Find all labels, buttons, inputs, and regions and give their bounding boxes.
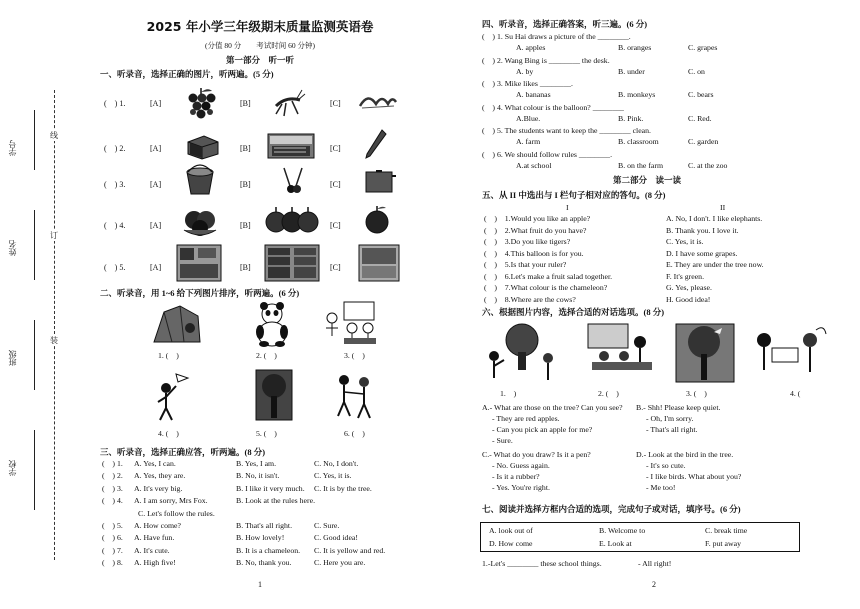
- binding-strip: [8, 90, 70, 560]
- s4-item-1-option-a: A. by: [516, 66, 534, 76]
- s1-row-2-option-c: [C]: [330, 144, 341, 153]
- classroom-quiet-picture: [584, 322, 660, 384]
- s5-right-4: E. They are under the tree now.: [666, 260, 764, 269]
- s6-label-4[interactable]: 4. (: [790, 389, 801, 398]
- section-1-heading: 一、听录音，选择正确的图片，听两遍。(5 分): [100, 69, 274, 79]
- s6-dialog-3-question: D.- Look at the bird in the tree.: [636, 450, 734, 459]
- s3-row-7-option-c: C. It is yellow and red.: [314, 545, 386, 555]
- s3-row-3-number[interactable]: ( ) 4.: [102, 496, 123, 506]
- s4-item-0-option-a: A. apples: [516, 43, 546, 52]
- s4-item-3-question[interactable]: ( ) 4. What colour is the balloon? ________: [482, 102, 624, 112]
- s2-label-2[interactable]: 2. ( ): [256, 351, 277, 360]
- s3-row-3-option-a: A. I am sorry, Mrs Fox.: [134, 496, 208, 506]
- s5-right-6: G. Yes, please.: [666, 283, 712, 292]
- binding-blank-id[interactable]: [34, 110, 35, 170]
- s5-left-7[interactable]: ( ) 8.Where are the cows?: [484, 294, 576, 304]
- s4-item-2-option-c: C. bears: [688, 90, 714, 99]
- binding-label-id: 学号: [8, 140, 17, 156]
- s6-dialog-2-reply-0: - No. Guess again.: [492, 461, 550, 470]
- s6-dialog-2-question: C.- What do you draw? Is it a pen?: [482, 450, 591, 459]
- part-1-heading: 第一部分 听一听: [225, 55, 294, 65]
- s6-dialog-3-reply-1: - I like birds. What about you?: [646, 472, 742, 481]
- s3-row-7-option-b: B. It is a chameleon.: [236, 545, 301, 555]
- s6-dialog-3-reply-0: - It's so cute.: [646, 461, 686, 470]
- s5-right-1: B. Thank you. I love it.: [666, 225, 739, 235]
- s4-item-4-option-b: B. classroom: [618, 137, 659, 146]
- s1-row-3-number[interactable]: ( ) 3.: [104, 180, 126, 189]
- s3-row-4-option-a: C. Let's follow the rules.: [138, 508, 215, 518]
- s1-row-5-option-b: [B]: [240, 263, 251, 272]
- rocks-scene-picture: [150, 302, 204, 348]
- s1-row-4-number[interactable]: ( ) 4.: [104, 221, 126, 230]
- s4-item-4-option-a: A. farm: [516, 137, 541, 146]
- section-2-heading: 二、听录音，用 1~6 给下列图片排序，听两遍。(6 分): [100, 288, 300, 298]
- s3-row-2-option-b: B. I like it very much.: [236, 483, 305, 493]
- s4-item-0-option-c: C. grapes: [688, 43, 718, 52]
- s7-option-b: B. Welcome to: [599, 526, 646, 535]
- s3-row-5-option-b: B. That's all right.: [236, 521, 293, 530]
- box-picture: [184, 132, 222, 160]
- grapes-picture: [184, 86, 218, 122]
- three-apples-picture: [264, 204, 320, 236]
- apple-picture: [362, 204, 392, 236]
- binding-label-class: 班级: [8, 350, 17, 366]
- s3-row-8-option-b: B. No, thank you.: [236, 558, 292, 568]
- s5-left-6[interactable]: ( ) 7.What colour is the chameleon?: [484, 283, 608, 292]
- s1-row-5-option-a: [A]: [150, 263, 162, 272]
- s4-item-4-question[interactable]: ( ) 5. The students want to keep the ________ clean.: [482, 126, 651, 135]
- s7-question-1[interactable]: 1.-Let's ________ these school things.: [482, 559, 602, 568]
- page-number-1: 1: [258, 579, 262, 589]
- s3-row-7-option-a: A. It's cute.: [134, 545, 170, 555]
- s6-dialog-0-question: A.- What are those on the tree? Can you see?: [482, 403, 623, 412]
- binding-mark-ding: 订: [50, 231, 58, 240]
- page-2: [438, 0, 860, 609]
- tree-scene-picture: [254, 368, 294, 422]
- s5-right-7: H. Good idea!: [666, 294, 711, 304]
- pencil-case-picture: [266, 128, 318, 162]
- s1-row-1-option-c: [C]: [330, 99, 341, 108]
- s7-response-1: - All right!: [638, 559, 672, 568]
- drawing-dialog-picture: [744, 322, 828, 384]
- s4-item-0-question[interactable]: ( ) 1. Su Hai draws a picture of the ________.: [482, 32, 631, 41]
- s5-left-2[interactable]: ( ) 3.Do you like tigers?: [484, 237, 571, 246]
- s3-row-2-option-a: A. It's very big.: [134, 483, 183, 493]
- pot-picture: [362, 164, 398, 196]
- s3-row-0-option-c: C. No, I don't.: [314, 459, 359, 468]
- s4-item-1-option-b: B. under: [618, 66, 645, 76]
- s5-right-2: C. Yes, it is.: [666, 237, 704, 246]
- s4-item-0-option-b: B. oranges: [618, 43, 652, 52]
- fruit-bowl-picture: [180, 206, 220, 238]
- s6-dialog-2-reply-2: - Yes. You're right.: [492, 483, 550, 492]
- s6-label-2[interactable]: 2. ( ): [598, 389, 619, 398]
- playground-scene-picture: [358, 244, 400, 282]
- s3-row-8-number[interactable]: ( ) 8.: [102, 558, 123, 568]
- scribble-picture: [358, 90, 398, 112]
- s6-dialog-1-question: B.- Shh! Please keep quiet.: [636, 403, 721, 412]
- pencil-picture: [362, 128, 388, 162]
- s6-dialog-1-reply-1: - That's all right.: [646, 425, 698, 434]
- classroom-scene-picture-a: [176, 244, 222, 282]
- s1-row-3-option-c: [C]: [330, 180, 341, 189]
- s4-item-2-question[interactable]: ( ) 3. Mike likes ________.: [482, 79, 573, 88]
- section-7-option-box: [480, 522, 800, 552]
- binding-blank-name[interactable]: [34, 210, 35, 280]
- s1-row-4-option-b: [B]: [240, 221, 251, 230]
- s6-dialog-3-reply-2: - Me too!: [646, 483, 676, 492]
- binding-dashed-line: [54, 90, 55, 560]
- s4-item-5-question[interactable]: ( ) 6. We should follow rules ________.: [482, 149, 613, 159]
- apple-tree-scene-picture: [482, 322, 562, 384]
- s7-option-c: C. break time: [705, 526, 748, 535]
- s2-label-4[interactable]: 4. ( ): [158, 429, 179, 438]
- s1-row-2-option-b: [B]: [240, 144, 251, 153]
- section-6-heading: 六、根据图片内容，选择合适的对话选项。(8 分): [482, 307, 665, 317]
- s5-left-4[interactable]: ( ) 5.Is that your ruler?: [484, 260, 567, 269]
- s3-row-1-option-c: C. Yes, it is.: [314, 471, 352, 481]
- s3-row-0-option-b: B. Yes, I am.: [236, 459, 277, 468]
- s6-dialog-1-reply-0: - Oh, I'm sorry.: [646, 414, 694, 423]
- s5-column-1-header: I: [566, 203, 569, 212]
- s2-label-3[interactable]: 3. ( ): [344, 351, 365, 360]
- s4-item-2-option-a: A. bananas: [516, 90, 551, 99]
- s1-row-1-option-a: [A]: [150, 99, 162, 108]
- s1-row-1-option-b: [B]: [240, 99, 251, 108]
- s2-label-6[interactable]: 6. ( ): [344, 429, 365, 438]
- s3-row-6-option-c: C. Good idea!: [314, 533, 358, 543]
- s3-row-8-option-c: C. Here you are.: [314, 558, 366, 568]
- s2-label-5[interactable]: 5. ( ): [256, 429, 277, 438]
- bucket-picture: [182, 164, 218, 196]
- s1-row-1-number[interactable]: ( ) 1.: [104, 99, 126, 108]
- binding-label-school: 学校: [8, 460, 17, 476]
- s3-row-0-option-a: A. Yes, I can.: [134, 459, 176, 468]
- s4-item-1-option-c: C. on: [688, 66, 705, 76]
- s4-item-3-option-c: C. Red.: [688, 113, 712, 123]
- s3-row-5-number[interactable]: ( ) 5.: [102, 521, 123, 530]
- s3-row-8-option-a: A. High five!: [134, 558, 176, 568]
- s3-row-1-option-a: A. Yes, they are.: [134, 471, 186, 481]
- s4-item-2-option-b: B. monkeys: [618, 90, 656, 99]
- s4-item-5-option-b: B. on the farm: [618, 160, 664, 170]
- part-2-heading: 第二部分 读一读: [612, 175, 681, 185]
- section-4-heading: 四、听录音，选择正确答案，听三遍。(6 分): [482, 19, 648, 29]
- s5-left-1[interactable]: ( ) 2.What fruit do you have?: [484, 225, 587, 235]
- s5-right-3: D. I have some grapes.: [666, 248, 738, 258]
- s3-row-1-number[interactable]: ( ) 2.: [102, 471, 123, 481]
- s1-row-5-number[interactable]: ( ) 5.: [104, 263, 126, 272]
- page-number-2: 2: [652, 579, 656, 589]
- s4-item-5-option-a: A.at school: [516, 160, 552, 170]
- s7-option-e: E. Look at: [599, 539, 632, 548]
- s4-item-3-option-b: B. Pink.: [618, 113, 644, 123]
- s4-item-1-question[interactable]: ( ) 2. Wang Bing is ________ the desk.: [482, 55, 610, 65]
- s3-row-7-number[interactable]: ( ) 7.: [102, 545, 123, 555]
- section-7-heading: 七、阅读并选择方框内合适的选项，完成句子或对话，填序号。(6 分): [482, 504, 741, 514]
- s1-row-4-option-c: [C]: [330, 221, 341, 230]
- s1-row-5-option-c: [C]: [330, 263, 341, 272]
- s3-row-5-option-a: A. How come?: [134, 521, 181, 530]
- rackets-picture: [278, 166, 308, 196]
- s4-item-3-option-a: A.Blue.: [516, 113, 541, 123]
- bird-tree-picture: [674, 322, 736, 384]
- s7-option-d: D. How come: [489, 539, 533, 548]
- s5-left-5[interactable]: ( ) 6.Let's make a fruit salad together.: [484, 271, 613, 281]
- s3-row-6-number[interactable]: ( ) 6.: [102, 533, 123, 543]
- s6-dialog-2-reply-1: - Is it a rubber?: [492, 472, 540, 481]
- s1-row-3-option-a: [A]: [150, 180, 162, 189]
- s3-row-6-option-a: A. Have fun.: [134, 533, 175, 543]
- s5-right-0: A. No, I don't. I like elephants.: [666, 214, 763, 223]
- binding-blank-school[interactable]: [34, 430, 35, 510]
- s5-right-5: F. It's green.: [666, 271, 705, 281]
- s5-left-0[interactable]: ( ) 1.Would you like an apple?: [484, 214, 591, 223]
- s6-dialog-0-reply-1: - Can you pick an apple for me?: [492, 425, 593, 434]
- s1-row-3-option-b: [B]: [240, 180, 251, 189]
- s3-row-3-option-b: B. Look at the rules here.: [236, 496, 316, 506]
- s6-dialog-0-reply-0: - They are red apples.: [492, 414, 560, 423]
- children-classroom-picture: [320, 300, 380, 348]
- s1-row-2-number[interactable]: ( ) 2.: [104, 144, 126, 153]
- s5-left-3[interactable]: ( ) 4.This balloon is for you.: [484, 248, 584, 258]
- s3-row-6-option-b: B. How lovely!: [236, 533, 285, 543]
- s1-row-4-option-a: [A]: [150, 221, 162, 230]
- library-scene-picture: [264, 244, 320, 282]
- exam-title: 2025 年小学三年级期末质量监测英语卷: [146, 19, 374, 34]
- children-playing-picture: [330, 368, 378, 422]
- exam-subtitle: (分值 80 分 考试时间 60 分钟): [205, 41, 315, 50]
- s3-row-2-number[interactable]: ( ) 3.: [102, 483, 123, 493]
- section-5-heading: 五、从 II 中选出与 I 栏句子相对应的答句。(8 分): [482, 190, 666, 200]
- binding-mark-line: 线: [50, 131, 58, 140]
- binding-mark-zhuang: 装: [50, 336, 58, 345]
- boy-paper-plane-picture: [150, 370, 190, 422]
- s6-label-3[interactable]: 3. ( ): [686, 389, 707, 398]
- s3-row-2-option-c: C. It is by the tree.: [314, 483, 372, 493]
- s6-label-1[interactable]: 1. ): [500, 389, 517, 398]
- panda-picture: [250, 300, 294, 348]
- s3-row-1-option-b: B. No, it isn't.: [236, 471, 280, 481]
- s7-option-f: F. put away: [705, 539, 741, 548]
- s7-option-a: A. look out of: [489, 526, 533, 535]
- s6-dialog-0-reply-2: - Sure.: [492, 436, 513, 445]
- s1-row-2-option-a: [A]: [150, 144, 162, 153]
- s5-column-2-header: II: [720, 203, 726, 212]
- grasshopper-picture: [272, 88, 306, 118]
- binding-label-name: 姓名: [8, 240, 17, 256]
- binding-blank-class[interactable]: [34, 320, 35, 390]
- s3-row-5-option-c: C. Sure.: [314, 521, 340, 530]
- s2-label-1[interactable]: 1. ( ): [158, 351, 179, 360]
- s4-item-5-option-c: C. at the zoo: [688, 160, 728, 170]
- section-3-heading: 三、听录音，选择正确应答，听两遍。(8 分): [100, 447, 266, 457]
- s3-row-0-number[interactable]: ( ) 1.: [102, 459, 123, 468]
- s4-item-4-option-c: C. garden: [688, 137, 719, 146]
